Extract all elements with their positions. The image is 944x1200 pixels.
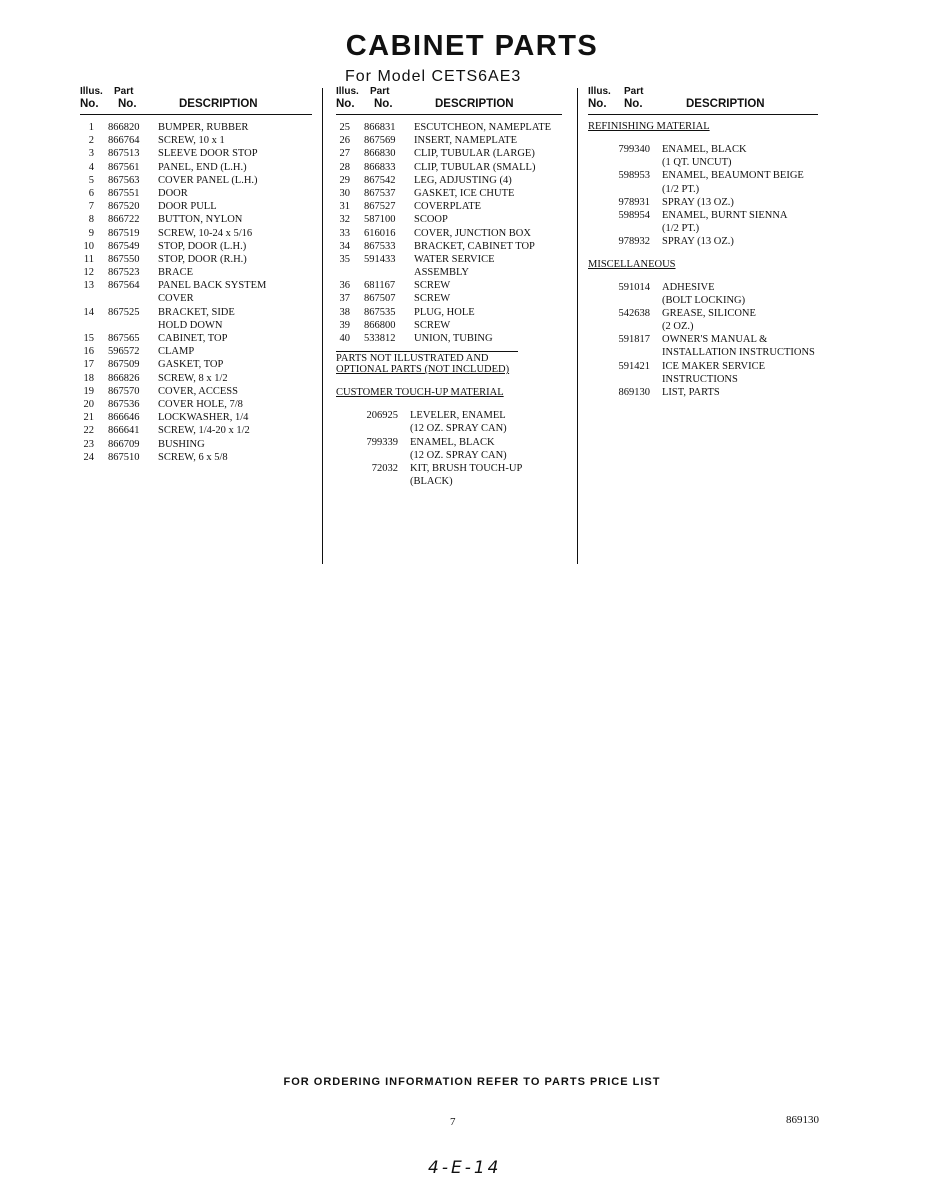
header-rule — [588, 114, 818, 115]
part-description: SCREW — [414, 280, 451, 292]
header-illus: Illus. — [588, 86, 611, 97]
handwritten-note: 4-E-14 — [428, 1158, 502, 1178]
table-row — [80, 121, 312, 134]
part-description: SLEEVE DOOR STOP — [158, 148, 258, 160]
table-row — [80, 372, 312, 385]
parts-column-1 — [80, 86, 312, 464]
ordering-footer: FOR ORDERING INFORMATION REFER TO PARTS PRICE LIST — [283, 1076, 661, 1088]
illus-number: 38 — [339, 306, 350, 318]
part-number: 866833 — [364, 161, 396, 173]
parts-table — [336, 121, 562, 345]
table-row — [80, 174, 312, 187]
part-description: HOLD DOWN — [158, 319, 223, 331]
list-item — [588, 373, 828, 386]
table-row — [80, 266, 312, 279]
part-description: STOP, DOOR (R.H.) — [158, 253, 247, 265]
table-row — [336, 240, 562, 253]
part-number: 978932 — [618, 236, 650, 248]
list-item — [336, 409, 562, 422]
illus-number: 36 — [339, 280, 350, 292]
part-description: ESCUTCHEON, NAMEPLATE — [414, 122, 552, 133]
part-number: 867525 — [108, 306, 140, 318]
list-item — [336, 462, 562, 475]
part-description: LOCKWASHER, 1/4 — [158, 412, 249, 424]
table-row — [80, 345, 312, 358]
part-number: 596572 — [108, 346, 140, 358]
header-illus: Illus. — [336, 86, 359, 97]
header-no: No. — [588, 98, 607, 110]
list-item — [588, 346, 828, 359]
part-number: 866820 — [108, 122, 140, 133]
header-description: DESCRIPTION — [435, 98, 514, 110]
header-rule — [336, 114, 562, 115]
part-number: 866800 — [364, 319, 396, 331]
part-description: COVER, JUNCTION BOX — [414, 227, 531, 239]
table-row — [336, 306, 562, 319]
part-description: (1/2 PT.) — [662, 223, 700, 235]
part-number: 866646 — [108, 412, 140, 424]
illus-number: 30 — [339, 187, 350, 199]
table-row — [336, 227, 562, 240]
part-description: PANEL, END (L.H.) — [158, 161, 247, 173]
table-row — [80, 279, 312, 292]
part-number: 867561 — [108, 161, 140, 173]
miscellaneous-heading: MISCELLANEOUS — [588, 258, 676, 270]
list-item — [588, 320, 828, 333]
illus-number: 4 — [88, 161, 94, 173]
part-description: COVER PANEL (L.H.) — [158, 174, 258, 186]
table-row — [336, 332, 562, 345]
illus-number: 33 — [339, 227, 350, 239]
header-no2: No. — [624, 98, 643, 110]
part-number: 866709 — [108, 438, 140, 450]
list-item — [588, 235, 828, 248]
part-description: LIST, PARTS — [662, 387, 720, 398]
part-description: CLIP, TUBULAR (LARGE) — [414, 148, 535, 160]
list-item — [588, 209, 828, 222]
illus-number: 39 — [339, 319, 350, 331]
list-item — [588, 156, 828, 169]
part-description: CABINET, TOP — [158, 333, 228, 344]
illus-number: 35 — [339, 253, 350, 265]
list-item — [588, 169, 828, 182]
part-number: 866641 — [108, 425, 140, 437]
part-number: 867507 — [364, 293, 396, 305]
section-rule — [336, 351, 518, 352]
part-description: BRACKET, SIDE — [158, 306, 235, 318]
part-description: (BLACK) — [410, 476, 453, 488]
table-row — [336, 147, 562, 160]
table-row — [80, 398, 312, 411]
part-description: (12 OZ. SPRAY CAN) — [410, 449, 507, 461]
part-number: 867550 — [108, 253, 140, 265]
illus-number: 40 — [339, 333, 350, 344]
table-row — [80, 253, 312, 266]
table-row — [80, 161, 312, 174]
list-item — [588, 333, 828, 346]
part-number: 591817 — [618, 334, 650, 346]
list-item — [336, 475, 562, 488]
parts-column-3 — [588, 86, 828, 399]
illus-number: 24 — [83, 451, 94, 463]
illus-number: 25 — [339, 122, 350, 133]
header-part: Part — [624, 86, 644, 97]
part-description: COVER, ACCESS — [158, 385, 238, 397]
part-description: ENAMEL, BEAUMONT BEIGE — [662, 170, 804, 182]
part-number: 533812 — [364, 333, 396, 344]
part-description: SCREW, 8 x 1/2 — [158, 372, 228, 384]
part-description: GREASE, SILICONE — [662, 307, 756, 319]
table-row — [336, 292, 562, 305]
table-row — [336, 121, 562, 134]
illus-number: 5 — [88, 174, 94, 186]
illus-number: 28 — [339, 161, 350, 173]
part-description: ENAMEL, BLACK — [662, 144, 747, 155]
header-description: DESCRIPTION — [179, 98, 258, 110]
table-row — [336, 200, 562, 213]
part-description: ICE MAKER SERVICE — [662, 360, 765, 372]
illus-number: 18 — [83, 372, 94, 384]
part-description: KIT, BRUSH TOUCH-UP — [410, 462, 523, 474]
illus-number: 31 — [339, 201, 350, 213]
part-description: SCREW, 6 x 5/8 — [158, 451, 228, 463]
list-item — [588, 307, 828, 320]
illus-number: 32 — [339, 214, 350, 226]
header-no: No. — [80, 98, 99, 110]
part-number: 978931 — [618, 196, 650, 208]
table-row — [336, 266, 562, 279]
part-description: SCREW — [414, 319, 451, 331]
illus-number: 8 — [88, 214, 94, 226]
table-row — [336, 174, 562, 187]
table-row — [80, 240, 312, 253]
illus-number: 29 — [339, 174, 350, 186]
part-number: 587100 — [364, 214, 396, 226]
part-description: CLAMP — [158, 346, 195, 358]
illus-number: 19 — [83, 385, 94, 397]
part-description: SPRAY (13 OZ.) — [662, 196, 734, 208]
part-number: 867535 — [364, 306, 396, 318]
table-row — [80, 147, 312, 160]
part-number: 591014 — [618, 281, 650, 293]
part-description: COVER HOLE, 7/8 — [158, 398, 243, 410]
list-item — [588, 360, 828, 373]
illus-number: 26 — [339, 135, 350, 147]
part-description: GASKET, TOP — [158, 359, 224, 371]
part-number: 598954 — [618, 209, 650, 221]
table-row — [336, 279, 562, 292]
part-number: 866722 — [108, 214, 140, 226]
page-number: 7 — [450, 1116, 456, 1128]
table-row — [336, 253, 562, 266]
table-row — [336, 319, 562, 332]
list-item — [588, 183, 828, 196]
part-number: 867569 — [364, 135, 396, 147]
part-number: 591421 — [618, 360, 650, 372]
illus-number: 3 — [88, 148, 94, 160]
part-description: SCREW, 10 x 1 — [158, 135, 225, 147]
list-item — [588, 143, 828, 156]
table-row — [80, 306, 312, 319]
table-row — [336, 134, 562, 147]
table-row — [80, 332, 312, 345]
part-number: 867527 — [364, 201, 396, 213]
part-description: BUSHING — [158, 438, 205, 450]
list-item — [588, 281, 828, 294]
customer-touchup-heading: CUSTOMER TOUCH-UP MATERIAL — [336, 387, 504, 399]
part-number: 799339 — [366, 436, 398, 448]
part-number: 867510 — [108, 451, 140, 463]
illus-number: 23 — [83, 438, 94, 450]
illus-number: 6 — [88, 187, 94, 199]
part-number: 867542 — [364, 174, 396, 186]
list-item — [588, 196, 828, 209]
illus-number: 12 — [83, 267, 94, 279]
part-description: CLIP, TUBULAR (SMALL) — [414, 161, 536, 173]
illus-number: 17 — [83, 359, 94, 371]
part-description: SCREW, 10-24 x 5/16 — [158, 227, 253, 239]
illus-number: 15 — [83, 333, 94, 344]
part-description: PANEL BACK SYSTEM — [158, 280, 267, 292]
parts-table — [80, 121, 312, 464]
refinishing-heading: REFINISHING MATERIAL — [588, 121, 710, 132]
table-row — [80, 424, 312, 437]
header-illus: Illus. — [80, 86, 103, 97]
header-part: Part — [114, 86, 134, 97]
table-row — [80, 187, 312, 200]
part-number: 867549 — [108, 240, 140, 252]
list-item — [588, 386, 828, 399]
part-number: 867537 — [364, 187, 396, 199]
list-item — [336, 422, 562, 435]
part-description: (1 QT. UNCUT) — [662, 157, 732, 169]
part-description: SCREW, 1/4-20 x 1/2 — [158, 425, 250, 437]
part-description: BUTTON, NYLON — [158, 214, 243, 226]
header-no: No. — [336, 98, 355, 110]
part-description: SPRAY (13 OZ.) — [662, 236, 734, 248]
illus-number: 9 — [88, 227, 94, 239]
part-description: ENAMEL, BLACK — [410, 436, 495, 448]
header-no2: No. — [118, 98, 137, 110]
part-number: 799340 — [618, 144, 650, 155]
illus-number: 37 — [339, 293, 350, 305]
table-row — [80, 358, 312, 371]
table-row — [336, 213, 562, 226]
part-number: 867565 — [108, 333, 140, 344]
header-part: Part — [370, 86, 390, 97]
part-description: OWNER'S MANUAL & — [662, 334, 768, 346]
part-description: LEG, ADJUSTING (4) — [414, 174, 512, 186]
illus-number: 2 — [88, 135, 94, 147]
part-description: BUMPER, RUBBER — [158, 122, 249, 133]
refinishing-list — [588, 143, 828, 249]
part-number: 866830 — [364, 148, 396, 160]
illus-number: 10 — [83, 240, 94, 252]
table-row — [80, 319, 312, 332]
table-row — [336, 187, 562, 200]
part-description: (2 OZ.) — [662, 321, 694, 333]
part-description: (12 OZ. SPRAY CAN) — [410, 423, 507, 435]
table-row — [336, 161, 562, 174]
part-number: 867509 — [108, 359, 140, 371]
part-number: 869130 — [618, 387, 650, 398]
not-illustrated-line-1: PARTS NOT ILLUSTRATED AND — [336, 353, 489, 365]
illus-number: 34 — [339, 240, 350, 252]
header-description: DESCRIPTION — [686, 98, 765, 110]
part-description: BRACKET, CABINET TOP — [414, 240, 535, 252]
part-description: ENAMEL, BURNT SIENNA — [662, 209, 788, 221]
miscellaneous-list — [588, 281, 828, 400]
list-item — [588, 294, 828, 307]
part-number: 591433 — [364, 253, 396, 265]
table-row — [80, 385, 312, 398]
part-description: PLUG, HOLE — [414, 306, 475, 318]
illus-number: 20 — [83, 398, 94, 410]
part-description: ADHESIVE — [662, 281, 715, 293]
part-description: STOP, DOOR (L.H.) — [158, 240, 247, 252]
illus-number: 7 — [88, 201, 94, 213]
part-number: 867563 — [108, 174, 140, 186]
part-number: 598953 — [618, 170, 650, 182]
part-number: 867570 — [108, 385, 140, 397]
part-number: 867533 — [364, 240, 396, 252]
part-description: (1/2 PT.) — [662, 183, 700, 195]
illus-number: 16 — [83, 346, 94, 358]
part-number: 867564 — [108, 280, 140, 292]
part-number: 866831 — [364, 122, 396, 133]
part-description: ASSEMBLY — [414, 267, 469, 279]
table-row — [80, 227, 312, 240]
model-subtitle: For Model CETS6AE3 — [345, 68, 522, 85]
part-description: INSTRUCTIONS — [662, 373, 738, 385]
part-description: SCOOP — [414, 214, 448, 226]
table-row — [80, 451, 312, 464]
part-description: INSTALLATION INSTRUCTIONS — [662, 347, 815, 359]
customer-touchup-list — [336, 409, 562, 488]
table-row — [80, 213, 312, 226]
header-rule — [80, 114, 312, 115]
part-description: DOOR PULL — [158, 201, 217, 213]
part-description: INSERT, NAMEPLATE — [414, 135, 518, 147]
part-number: 681167 — [364, 280, 396, 292]
part-number: 867520 — [108, 201, 140, 213]
list-item — [336, 436, 562, 449]
part-number: 867536 — [108, 398, 140, 410]
part-description: COVER — [158, 293, 194, 305]
part-number: 867513 — [108, 148, 140, 160]
part-description: LEVELER, ENAMEL — [410, 410, 506, 422]
part-description: SCREW — [414, 293, 451, 305]
table-row — [80, 411, 312, 424]
illus-number: 13 — [83, 280, 94, 292]
column-divider — [322, 88, 323, 564]
illus-number: 27 — [339, 148, 350, 160]
part-number: 542638 — [618, 307, 650, 319]
page-title: CABINET PARTS — [345, 30, 599, 62]
list-item — [588, 222, 828, 235]
table-row — [80, 438, 312, 451]
column-divider — [577, 88, 578, 564]
part-number: 867519 — [108, 227, 140, 239]
part-description: UNION, TUBING — [414, 333, 493, 344]
part-number: 206925 — [366, 410, 398, 422]
illus-number: 14 — [83, 306, 94, 318]
part-number: 616016 — [364, 227, 396, 239]
part-description: BRACE — [158, 267, 194, 279]
illus-number: 1 — [88, 122, 94, 133]
header-no2: No. — [374, 98, 393, 110]
part-number: 72032 — [371, 462, 398, 474]
part-description: DOOR — [158, 187, 188, 199]
illus-number: 21 — [83, 412, 94, 424]
list-item — [336, 449, 562, 462]
illus-number: 11 — [83, 253, 94, 265]
illus-number: 22 — [83, 425, 94, 437]
part-description: WATER SERVICE — [414, 253, 495, 265]
part-description: COVERPLATE — [414, 201, 482, 213]
part-number: 867523 — [108, 267, 140, 279]
part-number: 866764 — [108, 135, 140, 147]
not-illustrated-line-2: OPTIONAL PARTS (NOT INCLUDED) — [336, 364, 510, 376]
table-row — [80, 134, 312, 147]
document-number: 869130 — [786, 1114, 819, 1126]
table-row — [80, 292, 312, 305]
part-number: 866826 — [108, 372, 140, 384]
part-description: (BOLT LOCKING) — [662, 294, 746, 306]
part-number: 867551 — [108, 187, 140, 199]
parts-column-2 — [336, 86, 562, 488]
part-description: GASKET, ICE CHUTE — [414, 187, 515, 199]
table-row — [80, 200, 312, 213]
